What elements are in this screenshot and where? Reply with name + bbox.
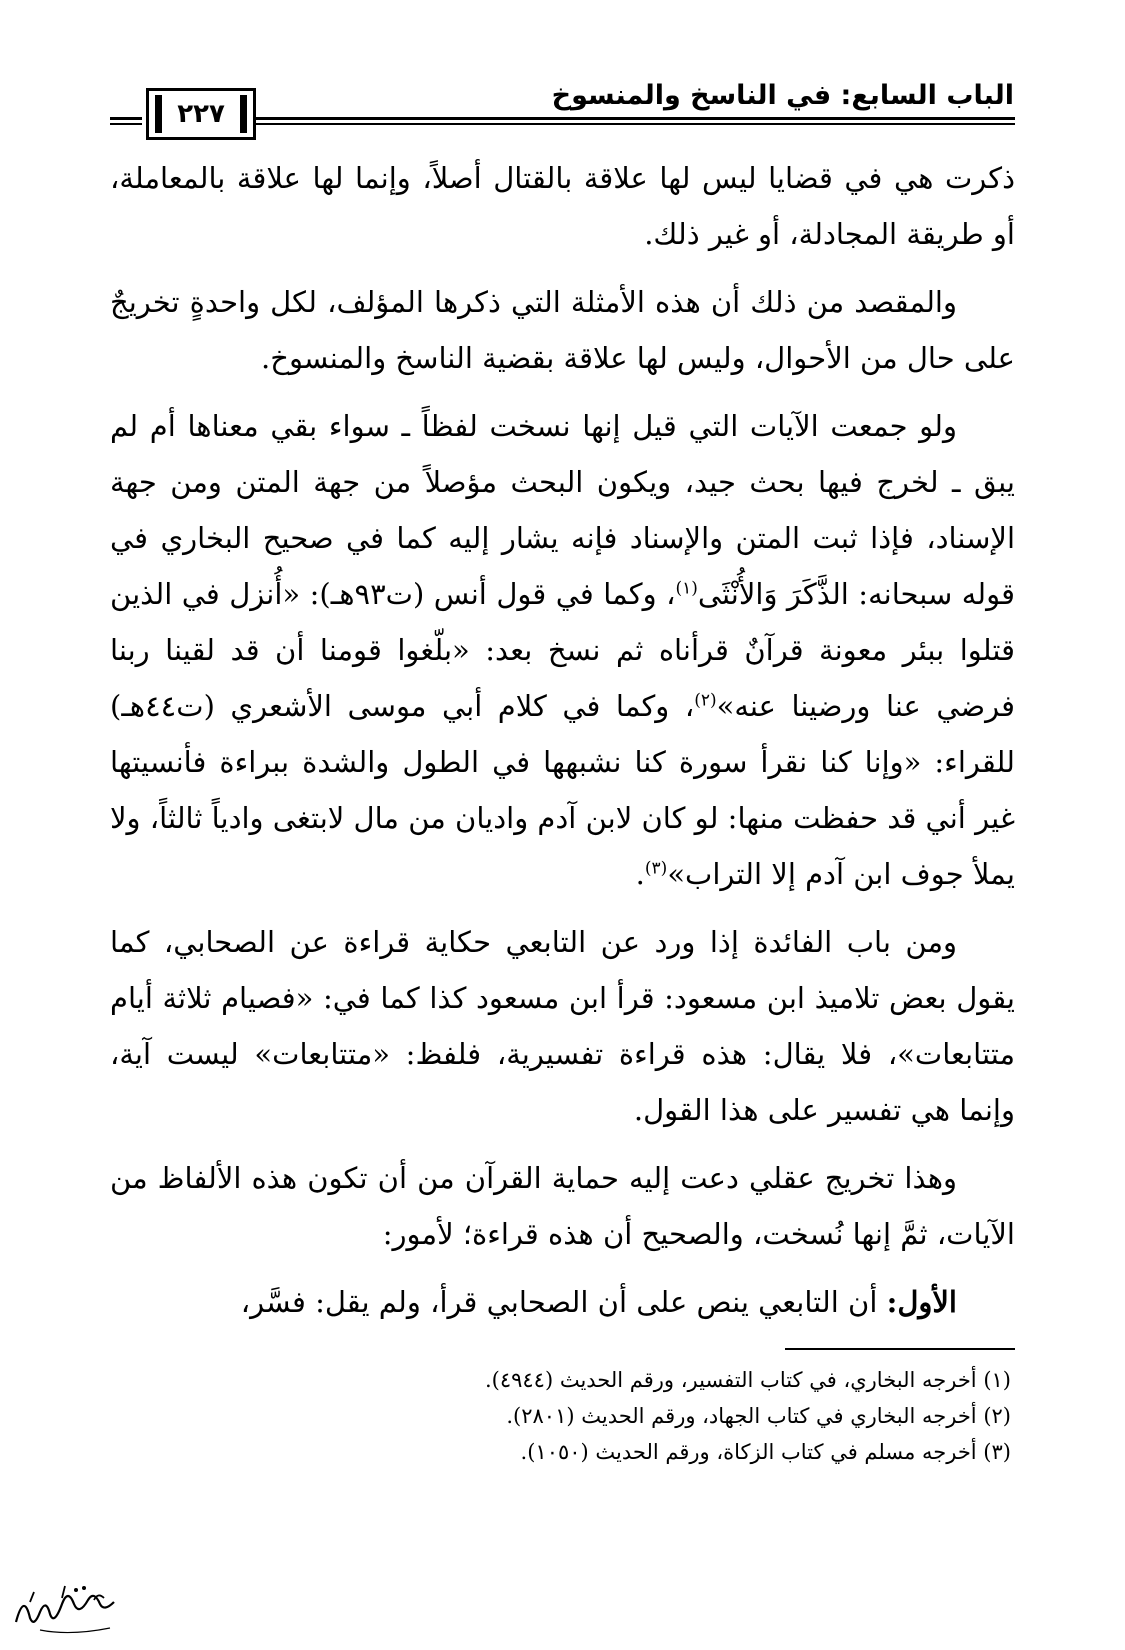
header-rule-right-thin (256, 123, 1015, 125)
header-rule-left-thin (110, 123, 142, 125)
footnote-1: (١) أخرجه البخاري، في كتاب التفسير، ورقم الحديث (٤٩٤٤). (484, 1368, 1011, 1392)
page-number-box (146, 88, 256, 140)
paragraph-1: ذكرت هي في قضايا ليس لها علاقة بالقتال أصلاً، وإنما لها علاقة بالمعاملة، أو طريقة المجادلة، أو غير ذلك. (110, 161, 1015, 251)
running-title: الباب السابع: في الناسخ والمنسوخ (551, 80, 1014, 111)
point-label-first: الأول: (886, 1285, 957, 1319)
paragraph-2: والمقصد من ذلك أن هذه الأمثلة التي ذكرها المؤلف، لكل واحدةٍ تخريجٌ على حال من الأحوال، وليس لها علاقة بقضية الناسخ والمنسوخ. (110, 285, 1015, 375)
header-rule-right (256, 117, 1015, 120)
publisher-stamp-logo (10, 1578, 130, 1636)
body-text (110, 150, 1015, 1342)
paragraph-3-part-c: ، وكما في كلام أبي موسى الأشعري (ت٤٤هـ) للقراء: «وإنا كنا نقرأ سورة كنا نشبهها في الطول والشدة ببراءة فأنسيتها غير أني قد حفظت منها: لو كان لابن آدم واديان من مال لابتغى وادياً ثالثاً، ولا يملأ جوف ابن آدم إلا التراب» (110, 689, 1015, 891)
footnote-3: (٣) أخرجه مسلم في كتاب الزكاة، ورقم الحديث (١٠٥٠). (520, 1440, 1011, 1464)
footnote-separator (785, 1348, 1015, 1350)
paragraph-4: ومن باب الفائدة إذا ورد عن التابعي حكاية قراءة عن الصحابي، كما يقول بعض تلاميذ ابن مسعود: قرأ ابن مسعود كذا كما في: «فصيام ثلاثة أيام متتابعات»، فلا يقال: هذه قراءة تفسيرية، فلفظ: «متتابعات» ليست آية، وإنما هي تفسير على هذا القول. (110, 925, 1015, 1127)
footnotes (110, 1362, 1015, 1470)
point-text-first: أن التابعي ينص على أن الصحابي قرأ، ولم يقل: فسَّر، (240, 1285, 887, 1319)
footnote-2: (٢) أخرجه البخاري في كتاب الجهاد، ورقم الحديث (٢٨٠١). (506, 1404, 1011, 1428)
header-rule-left (110, 117, 142, 120)
page-number: ٢٢٧ (177, 99, 225, 129)
footnote-ref-1[interactable]: (١) (675, 578, 698, 599)
paragraph-6 (110, 1274, 1015, 1330)
paragraph-3-part-a: ولو جمعت الآيات التي قيل إنها نسخت لفظاً ـ سواء بقي معناها أم لم يبق ـ لخرج فيها بحث جيد، ويكون البحث مؤصلاً من جهة المتن ومن جهة الإسناد، فإذا ثبت المتن والإسناد فإنه يشار إليه كما في صحيح البخاري في قوله سبحانه: الذَّكَرَ وَالأُنْثَى (110, 409, 1015, 611)
paragraph-3-part-b: ، وكما في قول أنس (ت٩٣هـ): «أُنزل في الذين قتلوا ببئر معونة قرآنٌ قرأناه ثم نسخ بعد: «بلّغوا قومنا أن قد لقينا ربنا فرضي عنا ورضينا عنه» (110, 577, 1015, 723)
paragraph-3-part-d: . (635, 857, 645, 891)
footnote-ref-2[interactable]: (٢) (694, 690, 717, 711)
footnote-ref-3[interactable]: (٣) (644, 858, 668, 879)
paragraph-5: وهذا تخريج عقلي دعت إليه حماية القرآن من أن تكون هذه الألفاظ من الآيات، ثمَّ إنها نُسخت، والصحيح أن هذه قراءة؛ لأمور: (110, 1161, 1015, 1251)
paragraph-3 (110, 398, 1015, 902)
